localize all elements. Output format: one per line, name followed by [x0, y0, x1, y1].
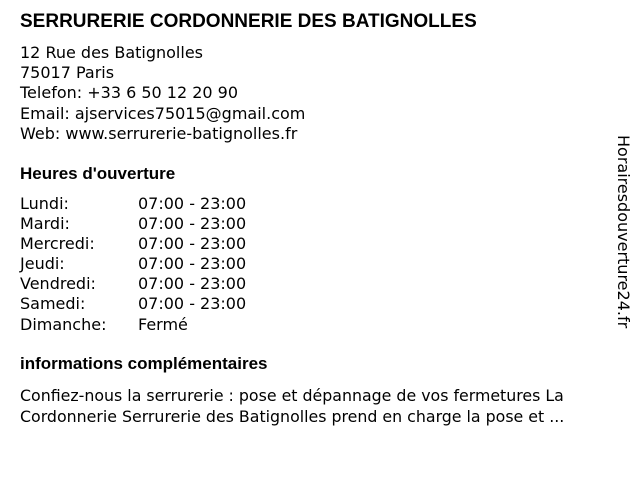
city-postcode: 75017 Paris — [20, 63, 115, 83]
additional-info-heading: informations complémentaires — [20, 354, 268, 373]
website-url: Web: www.serrurerie-batignolles.fr — [20, 123, 298, 143]
day-label: Vendredi: — [20, 274, 96, 294]
hours-value: 07:00 - 23:00 — [138, 214, 247, 234]
site-watermark — [613, 135, 633, 345]
day-label: Dimanche: — [20, 314, 107, 334]
site-watermark-text: Horairesdouverture24.fr — [614, 135, 633, 329]
street-address: 12 Rue des Batignolles — [20, 43, 203, 62]
business-description: Confiez-nous la serrurerie : pose et dépannage de vos fermetures La Cordonnerie Serrurerie des Batignolles prend en charge la pose et ... — [20, 386, 565, 426]
hours-value: Fermé — [138, 314, 188, 334]
day-label: Samedi: — [20, 294, 86, 314]
email-address: Email: ajservices75015@gmail.com — [20, 103, 306, 123]
business-name: SERRURERIE CORDONNERIE DES BATIGNOLLES — [20, 11, 477, 32]
contact-block — [20, 43, 305, 144]
hours-value: 07:00 - 23:00 — [138, 294, 247, 314]
hours-value: 07:00 - 23:00 — [138, 234, 247, 254]
hours-value: 07:00 - 23:00 — [138, 274, 247, 294]
day-label: Mercredi: — [20, 234, 95, 254]
day-label: Lundi: — [20, 194, 69, 213]
hours-value: 07:00 - 23:00 — [138, 254, 247, 274]
hours-value: 07:00 - 23:00 — [138, 194, 247, 213]
phone-number: Telefon: +33 6 50 12 20 90 — [20, 83, 239, 103]
opening-hours-heading: Heures d'ouverture — [20, 164, 176, 183]
day-label: Mardi: — [20, 214, 70, 234]
day-label: Jeudi: — [20, 254, 65, 274]
